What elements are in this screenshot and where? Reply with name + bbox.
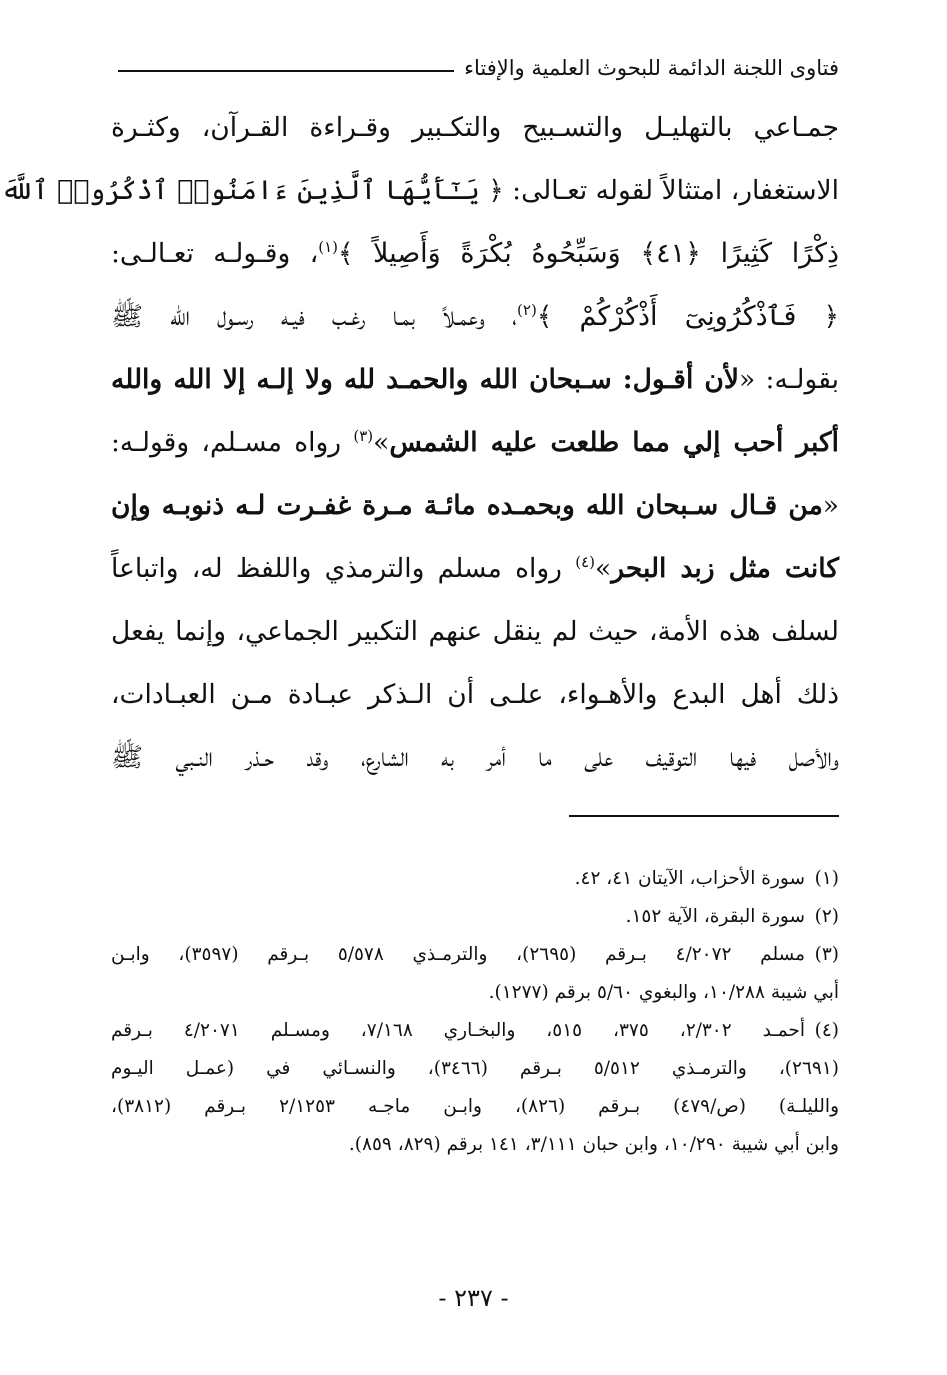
- footnote-line: [111, 1088, 839, 1126]
- body-text: جمـاعي بالتهليـل والتسـبيح والتكـبير وقـراءة القـرآن، وكثـرة: [111, 112, 839, 143]
- body-line: [111, 726, 839, 789]
- footnote-ref: (٤): [575, 553, 595, 572]
- footnote-text: أحمـد ٢/٣٠٢، ٣٧٥، ٥١٥، والبخـاري ٧/١٦٨، ومسـلم ٤/٢٠٧١ بـرقم: [111, 1020, 805, 1041]
- body-text: ، وعمـلاً بمـا رغـب فيـه رسـول الله ﷺ: [111, 301, 518, 332]
- body-line: [111, 222, 839, 285]
- footnote-number: (٣): [814, 944, 839, 965]
- body-text: »: [373, 427, 390, 458]
- hadith-text: من قـال سـبحان الله وبحمـده مائـة مـرة غفـرت لـه ذنوبـه وإن: [111, 490, 823, 521]
- footnote-line: [111, 974, 839, 1012]
- running-header-title: فتاوى اللجنة الدائمة للبحوث العلمية والإفتاء: [464, 56, 839, 80]
- page-number: - ٢٣٧ -: [438, 1284, 509, 1312]
- footnote-text: سورة الأحزاب، الآيتان ٤١، ٤٢.: [574, 868, 805, 889]
- quran-verse: ذِكْرًا كَثِيرًا ﴿٤١﴾ وَسَبِّحُوهُ بُكْرَةً وَأَصِيلاً: [373, 238, 839, 269]
- body-line: [0, 159, 839, 222]
- hadith-text: لأن أقـول: سـبحان الله والحمـد لله ولا إلـه إلا الله والله: [111, 364, 740, 395]
- body-text: رواه مسـلم، وقولـه:: [111, 427, 354, 458]
- main-body-text: [0, 96, 839, 789]
- footnote-2: [111, 898, 839, 936]
- body-line: [111, 600, 839, 663]
- body-text: بقولـه: «: [739, 364, 839, 395]
- running-header: [118, 48, 839, 88]
- footnote-text: سورة البقرة، الآية ١٥٢.: [625, 906, 805, 927]
- footnote-number: (١): [814, 868, 839, 889]
- footnotes: [111, 860, 839, 1164]
- footnote-text: مسلم ٤/٢٠٧٢ بـرقم (٢٦٩٥)، والترمـذي ٥/٥٧٨ بـرقم (٣٥٩٧)، وابـن: [111, 944, 805, 965]
- body-line: [111, 411, 839, 474]
- footnote-line: [111, 1050, 839, 1088]
- quran-verse: فَٱذْكُرُونِىٓ أَذْكُرْكُمْ: [579, 301, 797, 332]
- footnote-number: (٤): [814, 1020, 839, 1041]
- footnote-separator: [569, 815, 839, 817]
- footnote-text: (٢٦٩١)، والترمـذي ٥/٥١٢ بـرقم (٣٤٦٦)، والنسـائي في (عمـل اليـوم: [111, 1058, 839, 1079]
- footnote-line: [111, 1126, 839, 1164]
- footnote-text: أبي شيبة ١٠/٢٨٨، والبغوي ٥/٦٠ برقم (١٢٧٧).: [488, 982, 839, 1003]
- footnote-line: [111, 936, 839, 974]
- footnote-ref: (٣): [353, 427, 374, 446]
- body-text: والأصل فيها التوقيف على ما أمر به الشارع، وقد حـذر النـبي ﷺ: [111, 742, 839, 773]
- body-line: [111, 96, 839, 159]
- body-text: ﴿: [796, 301, 839, 332]
- hadith-text: أكبر أحب إلي مما طلعت عليه الشمس: [389, 427, 839, 458]
- body-line: [111, 285, 839, 348]
- body-line: [111, 348, 839, 411]
- body-text: ﴾: [536, 301, 580, 332]
- footnote-ref: (٢): [517, 301, 537, 320]
- body-text: ذلك أهل البدع والأهـواء، علـى أن الـذكر عبـادة مـن العبـادات،: [111, 679, 839, 710]
- running-header-rule: [118, 70, 454, 72]
- footnote-line: [111, 1012, 839, 1050]
- body-text: الاستغفار، امتثالاً لقوله تعـالى: ﴿: [479, 175, 839, 206]
- body-text: »: [595, 553, 612, 584]
- footnote-number: (٢): [814, 906, 839, 927]
- footnote-ref: (١): [318, 238, 339, 257]
- hadith-text: كانت مثل زبد البحر: [611, 553, 839, 584]
- footnote-text: والليلـة) (ص/٤٧٩) بـرقم (٨٢٦)، وابـن ماجـه ٢/١٢٥٣ بـرقم (٣٨١٢)،: [111, 1096, 839, 1117]
- quran-verse: يَـٰٓأَيُّهَا ٱلَّذِينَ ءَامَنُوا۟ ٱذْكُرُوا۟ ٱللَّهَ: [0, 175, 480, 206]
- footnote-text: وابن أبي شيبة ١٠/٢٩٠، وابن حبان ٣/١١١، ١٤١ برقم (٨٢٩، ٨٥٩).: [348, 1134, 839, 1155]
- body-text: ﴾: [338, 238, 373, 269]
- body-line: [111, 474, 839, 537]
- footnote-4: [111, 1012, 839, 1164]
- body-line: [111, 537, 839, 600]
- footnote-1: [111, 860, 839, 898]
- body-text: «: [822, 490, 839, 521]
- footnote-3: [111, 936, 839, 1012]
- body-text: رواه مسلم والترمذي واللفظ له، واتباعاً: [111, 553, 576, 584]
- body-text: لسلف هذه الأمة، حيث لم ينقل عنهم التكبير الجماعي، وإنما يفعل: [111, 616, 839, 647]
- body-line: [111, 663, 839, 726]
- body-text: ، وقـولـه تعـالـى:: [111, 238, 319, 269]
